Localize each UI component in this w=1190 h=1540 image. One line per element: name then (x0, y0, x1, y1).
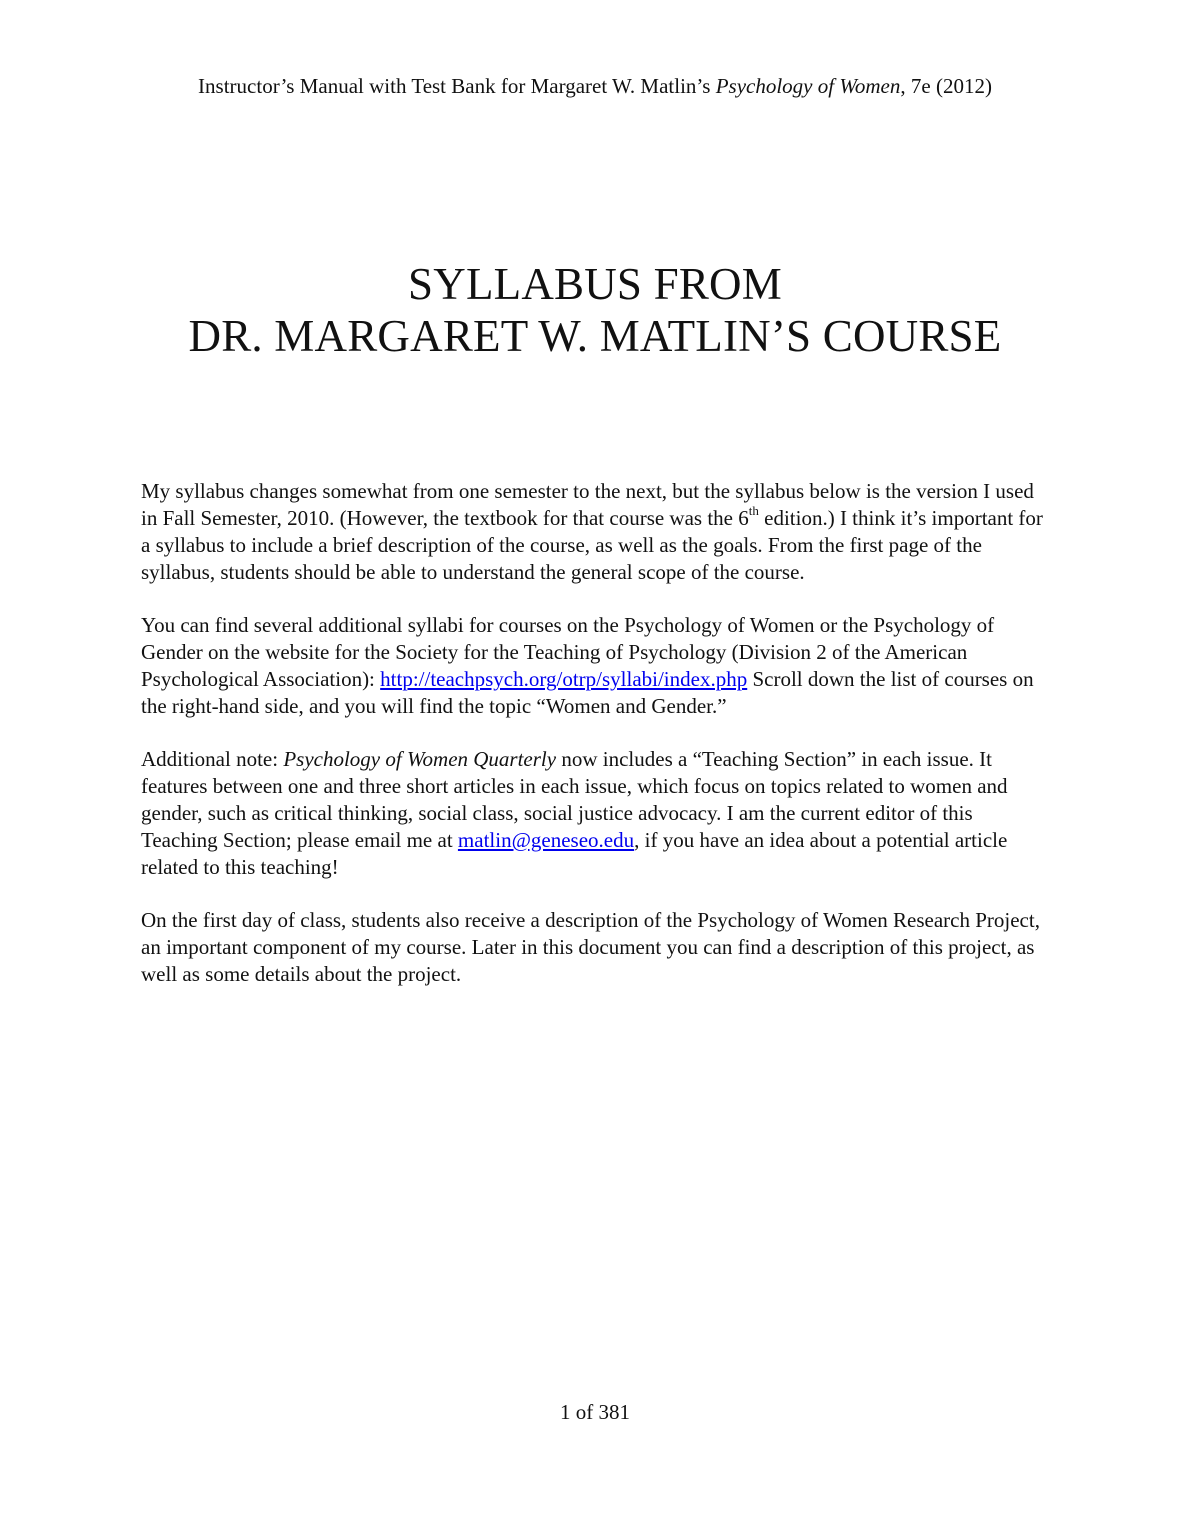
p3-part1: Additional note: (141, 747, 284, 771)
page-header (0, 72, 1190, 100)
header-book-title: Psychology of Women (715, 74, 901, 98)
teachpsych-link[interactable]: http://teachpsych.org/otrp/syllabi/index.php (380, 667, 748, 691)
p4-text: On the first day of class, students also receive a description of the Psychology of Women Research Project, an important component of my course. Later in this document you can find a description of this project, as well as some details about the project. (141, 908, 1040, 986)
p1-part1: My syllabus changes somewhat from one semester to the next, but the syllabus below is the version I used in Fall Semester, 2010. (However, the textbook for that course was the 6 (141, 479, 1034, 530)
p3-journal-title: Psychology of Women Quarterly (283, 747, 557, 771)
p3-part2: now includes a “Teaching Section” in each issue. It features between one and three short articles in each issue, which focus on topics related to women and gender, such as critical thinking, social class, social justice advocacy. I am the current editor of this Teaching Section; please email me at (141, 747, 1008, 852)
page-title (0, 258, 1190, 362)
header-prefix: Instructor’s Manual with Test Bank for Margaret W. Matlin’s (198, 74, 716, 98)
email-link[interactable]: matlin@geneseo.edu (457, 828, 635, 852)
title-line-2: DR. MARGARET W. MATLIN’S COURSE (188, 311, 1002, 361)
paragraph-syllabi (141, 612, 1053, 720)
p2-part2: Scroll down the list of courses on the right-hand side, and you will find the topic “Women and Gender.” (141, 667, 1034, 718)
page-number: 1 of 381 (560, 1400, 630, 1424)
p1-superscript: th (748, 503, 759, 518)
body-text (141, 478, 1053, 1014)
p1-part2: edition.) I think it’s important for a syllabus to include a brief description of the course, as well as the goals. From the first page of the syllabus, students should be able to understand the general scope of the course. (141, 506, 1043, 584)
p2-part1: You can find several additional syllabi for courses on the Psychology of Women or the Psychology of Gender on the website for the Society for the Teaching of Psychology (Division 2 of the American Psychological Association): (141, 613, 995, 691)
header-suffix: , 7e (2012) (900, 74, 992, 98)
title-line-1: SYLLABUS FROM (408, 259, 782, 309)
paragraph-intro (141, 478, 1053, 586)
p3-part3: , if you have an idea about a potential article related to this teaching! (141, 828, 1008, 879)
paragraph-first-day (141, 907, 1053, 988)
paragraph-additional-note (141, 746, 1053, 881)
